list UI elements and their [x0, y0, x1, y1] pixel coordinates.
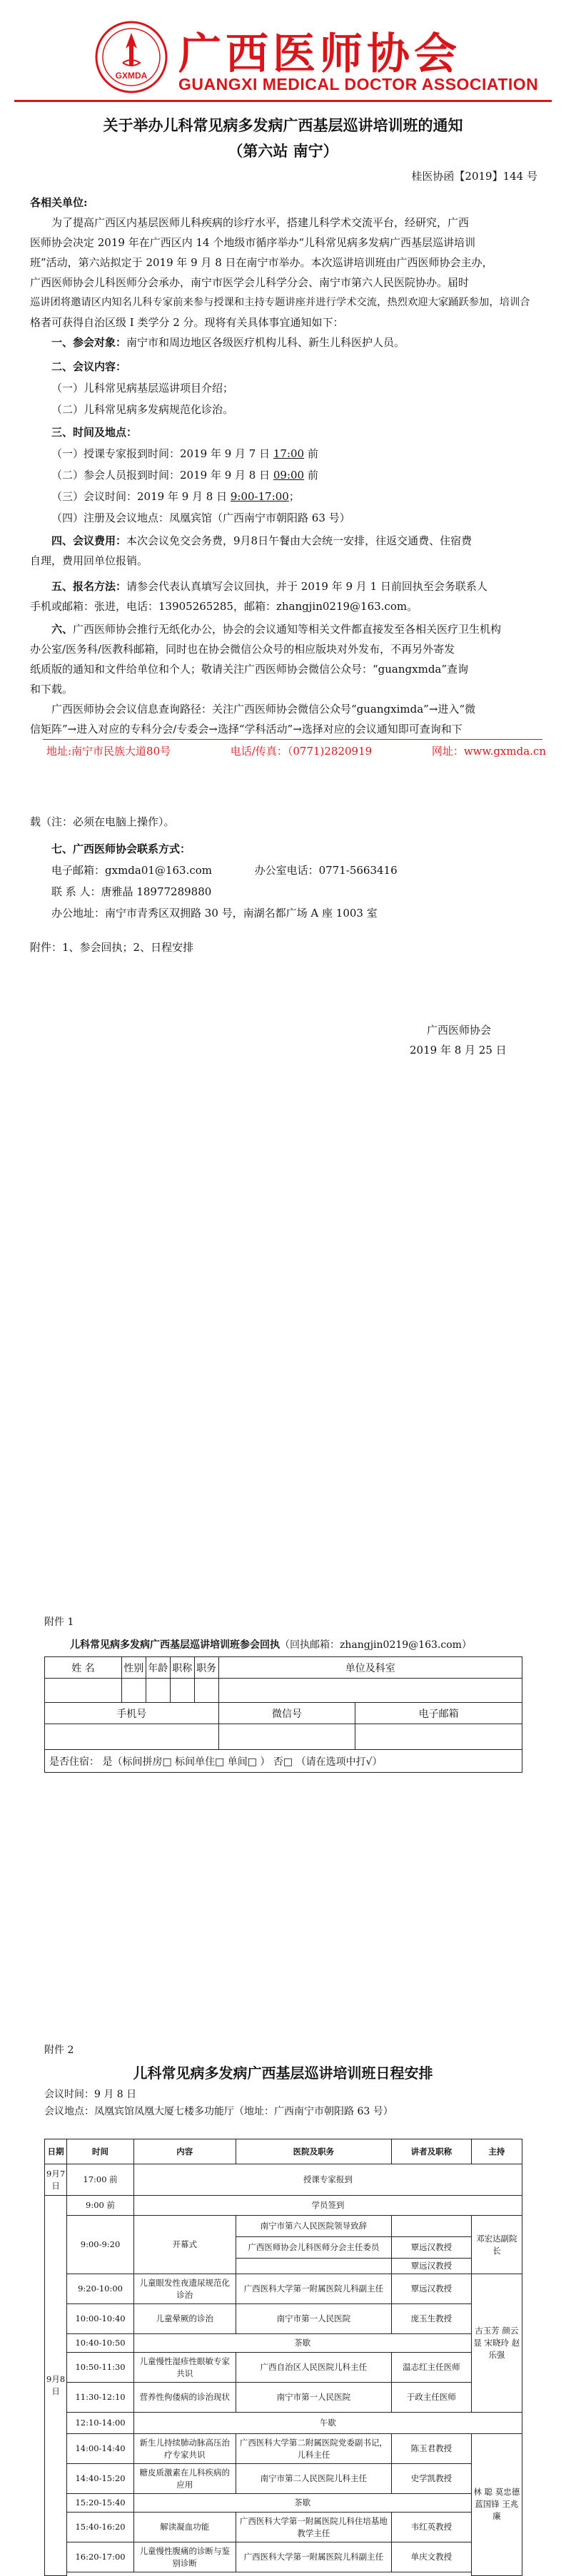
attachment-2-label: 附件 2 [44, 2045, 74, 2056]
col-position: 职务 [194, 1657, 218, 1679]
table-row: 9月7日 17:00 前 授课专家报到 [45, 2164, 522, 2196]
contact-office-phone: 0771-5663416 [318, 864, 398, 877]
download-note: 载（注：必须在电脑上操作）。 [30, 815, 175, 828]
col-unit: 单位及科室 [218, 1657, 522, 1679]
contact-address-row: 办公地址：南宁市青秀区双拥路 30 号，南湖名都广场 A 座 1003 室 [51, 907, 378, 920]
notice-title: 关于举办儿科常见病多发病广西基层巡讲培训班的通知 [103, 116, 463, 134]
th-hospital: 医院及职务 [236, 2139, 392, 2164]
notice-subtitle: （第六站 南宁） [228, 142, 338, 160]
receipt-title-row [70, 1635, 472, 1655]
section-6-line: 办公室/医务科/医教科邮箱，同时也在协会微信公众号的相应版块对外发布，不再另外寄发 [30, 643, 455, 656]
table-row: 15:40-16:20 解读凝血功能 广西医科大学第一附属医院儿科住培基地教学主任 韦红英教授 [45, 2513, 522, 2542]
contact-address: 南宁市青秀区双拥路 30 号，南湖名都广场 A 座 1003 室 [105, 907, 378, 920]
schedule-title: 儿科常见病多发病广西基层巡讲培训班日程安排 [133, 2065, 433, 2082]
attachment-1-label: 附件 1 [44, 1617, 74, 1628]
table-row: 10:00-10:40 儿童晕厥的诊治 南宁市第一人民医院 庞玉生教授 [45, 2304, 522, 2334]
input-wechat[interactable] [218, 1724, 355, 1750]
col-email: 电子邮箱 [355, 1703, 522, 1724]
section-6: 六、广西医师协会推行无纸化办公，协会的会议通知等相关文件都直接发至各相关医疗卫生机构 [51, 623, 502, 636]
section-3-head: 三、时间及地点： [51, 426, 138, 439]
table-row: 9:00-9:20 开幕式 南宁市第六人民医院领导致辞 邓宏达副院长 [45, 2216, 522, 2237]
date-cell: 9月8日 [45, 2196, 67, 2576]
th-date: 日期 [45, 2139, 67, 2164]
input-phone[interactable] [45, 1724, 219, 1750]
th-host: 主持 [471, 2139, 522, 2164]
section-6-line: 纸质版的通知和文件给单位和个人；敬请关注广西医师协会微信公众号：“guangxmda”查询 [30, 663, 469, 676]
section-6-line: 和下载。 [30, 683, 74, 696]
footer-phone: 电话/传真：（0771)2820919 [230, 745, 373, 758]
col-title: 职称 [170, 1657, 194, 1679]
col-wechat: 微信号 [218, 1703, 355, 1724]
section-2-item: （二）儿科常见病多发病规范化诊治。 [51, 403, 234, 416]
table-row: 10:40-10:50 茶歇 [45, 2334, 522, 2353]
table-row: 14:40-15:20 糖皮质激素在儿科疾病的应用 南宁市第二人民医院儿科主任 史学凯教授 [45, 2464, 522, 2494]
input-gender[interactable] [121, 1679, 146, 1703]
contact-person-row: 联 系 人：唐雅晶 18977289880 [51, 885, 212, 898]
intro-line: 为了提高广西区内基层医师儿科疾病的诊疗水平，搭建儿科学术交流平台，经研究，广西 [51, 216, 470, 229]
footer-rule [43, 739, 542, 740]
col-phone: 手机号 [45, 1703, 219, 1724]
table-row: 9月8日 9:00 前 学员签到 [45, 2196, 522, 2216]
intro-line: 格者可获得自治区级 I 类学分 2 分。现将有关具体事宜通知如下： [30, 316, 344, 329]
attachments-line: 附件：1、参会回执；2、日程安排 [30, 941, 194, 954]
input-position[interactable] [194, 1679, 218, 1703]
date-cell: 9月7日 [45, 2164, 67, 2196]
intro-line: 巡讲团将邀请区内知名儿科专家前来参与授课和主持专题讲座并进行学术交流，热烈欢迎大家踊跃参加，培训合 [30, 297, 530, 308]
footer-address: 地址:南宁市民族大道80号 [46, 745, 171, 758]
page-1 [0, 0, 566, 763]
section-3-item: （一）授课专家报到时间：2019 年 9 月 7 日 17:00 前 [51, 447, 318, 460]
col-gender: 性别 [121, 1657, 146, 1679]
table-row: 9:20-10:00 儿童眼发性夜遗尿规范化诊治 广西医科大学第一附属医院儿科副主任 覃远汉教授 古玉芳 颜云显 宋晓玲 赵乐强 [45, 2274, 522, 2304]
section-3-item: （二）参会人员报到时间：2019 年 9 月 8 日 09:00 前 [51, 469, 318, 482]
receipt-title: 儿科常见病多发病广西基层巡讲培训班参会回执 [70, 1639, 280, 1651]
salutation: 各相关单位: [30, 196, 88, 209]
section-6-line: 信矩阵”→进入对应的专科分会/专委会→选择“学科活动”→选择对应的会议通知即可查询和下 [30, 723, 463, 735]
section-2-item: （一）儿科常见病基层巡讲项目介绍； [51, 382, 234, 394]
input-age[interactable] [146, 1679, 170, 1703]
section-2-head: 二、会议内容： [51, 360, 127, 373]
table-row: 16:20-17:00 儿童慢性腹痛的诊断与鉴别诊断 广西医科大学第一附属医院儿科副主任 单庆文教授 [45, 2542, 522, 2572]
page-2 [0, 770, 566, 1534]
col-age: 年龄 [146, 1657, 170, 1679]
sign-org: 广西医师协会 [427, 1024, 492, 1037]
input-unit[interactable] [218, 1679, 522, 1703]
table-row: 15:20-15:40 茶歇 [45, 2494, 522, 2513]
table-header-row [45, 2139, 522, 2164]
input-email[interactable] [355, 1724, 522, 1750]
receipt-email-note: （回执邮箱：zhangjin0219@163.com） [280, 1639, 472, 1651]
org-name-cn: 广西医师协会 [178, 29, 461, 79]
reference-number: 桂医协函【2019】144 号 [411, 170, 537, 183]
footer-web: 网址：www.gxmda.cn [431, 745, 546, 758]
section-5-cont: 手机或邮箱：张进，电话：13905265285，邮箱：zhangjin0219@163.com。 [30, 600, 418, 613]
table-row: 12:10-14:00 午歇 [45, 2413, 522, 2434]
page-footer [46, 743, 546, 758]
sign-date: 2019 年 8 月 25 日 [410, 1044, 507, 1057]
lodging-options[interactable]: 是否住宿： 是（标间拼房□ 标间单住□ 单间□ ） 否□ （请在选项中打√） [45, 1750, 522, 1773]
th-content: 内容 [133, 2139, 236, 2164]
section-1: 一、参会对象：南宁市和周边地区各级医疗机构儿科、新生儿科医护人员。 [51, 336, 405, 349]
intro-line: 广西医师协会儿科医师分会承办，南宁市医学会儿科学分会、南宁市第六人民医院协办。届时 [30, 276, 470, 289]
schedule-place: 会议地点：凤凰宾馆凤凰大厦七楼多功能厅（地址：广西南宁市朝阳路 63 号） [44, 2106, 393, 2117]
section-5: 五、报名方法：请参会代表认真填写会议回执，并于 2019 年 9 月 1 日前回执至会务联系人 [51, 580, 487, 593]
section-4: 四、会议费用：本次会议免交会务费，9月8日午餐由大会统一安排，往返交通费、住宿费 [51, 534, 472, 547]
schedule-table [44, 2139, 522, 2576]
th-speaker: 讲者及职称 [392, 2139, 472, 2164]
org-name-en: GUANGXI MEDICAL DOCTOR ASSOCIATION [178, 75, 539, 93]
intro-line: 医师协会决定 2019 年在广西区内 14 个地级市循序举办“儿科常见病多发病广西基层巡讲培训 [30, 236, 476, 249]
intro-line: 班”活动，第六站拟定于 2019 年 9 月 8 日在南宁市举办。本次巡讲培训班由广西医师协会主办， [30, 256, 493, 269]
contact-email: gxmda01@163.com [105, 864, 212, 877]
input-title[interactable] [170, 1679, 194, 1703]
table-row: 广西医师协会儿科医师分会主任委员 覃远汉教授 [45, 2237, 522, 2259]
contact-email-row: 电子邮箱：gxmda01@163.com 办公室电话：0771-5663416 [51, 864, 398, 877]
table-row: 覃远汉教授 [45, 2259, 522, 2274]
receipt-table [44, 1656, 522, 1773]
th-time: 时间 [67, 2139, 134, 2164]
contact-person: 唐雅晶 18977289880 [101, 885, 212, 898]
table-row: 11:30-12:10 营养性佝偻病的诊治现状 南宁市第一人民医院 于政主任医师 [45, 2383, 522, 2413]
section-7-head: 七、广西医师协会联系方式： [51, 842, 191, 855]
table-row: 10:50-11:30 儿童慢性湿疹性眼敏专家共识 广西自治区人民医院儿科主任 温志红主任医师 [45, 2353, 522, 2383]
col-name: 姓 名 [45, 1657, 122, 1679]
section-6-line: 广西医师协会会议信息查询路径：关注广西医师协会微信公众号“guangximda”→进入“微 [51, 703, 476, 716]
svg-text:GXMDA: GXMDA [115, 71, 148, 81]
table-row: 14:00-14:40 新生儿持续肺动脉高压治疗专家共识 广西医科大学第二附属医院党委副书记，儿科主任 陈玉君教授 林 聪 莫忠德 蓝国锋 王兆廉 [45, 2434, 522, 2464]
header-rule [14, 100, 552, 102]
section-3-item: （四）注册及会议地点：凤凰宾馆（广西南宁市朝阳路 63 号） [51, 511, 350, 524]
gxmda-logo-icon [94, 20, 168, 94]
section-4-cont: 自理，费用回单位报销。 [30, 554, 148, 567]
schedule-time: 会议时间：9 月 8 日 [44, 2089, 137, 2100]
input-name[interactable] [45, 1679, 122, 1703]
section-3-item: （三）会议时间：2019 年 9 月 8 日 9:00-17:00； [51, 490, 300, 503]
